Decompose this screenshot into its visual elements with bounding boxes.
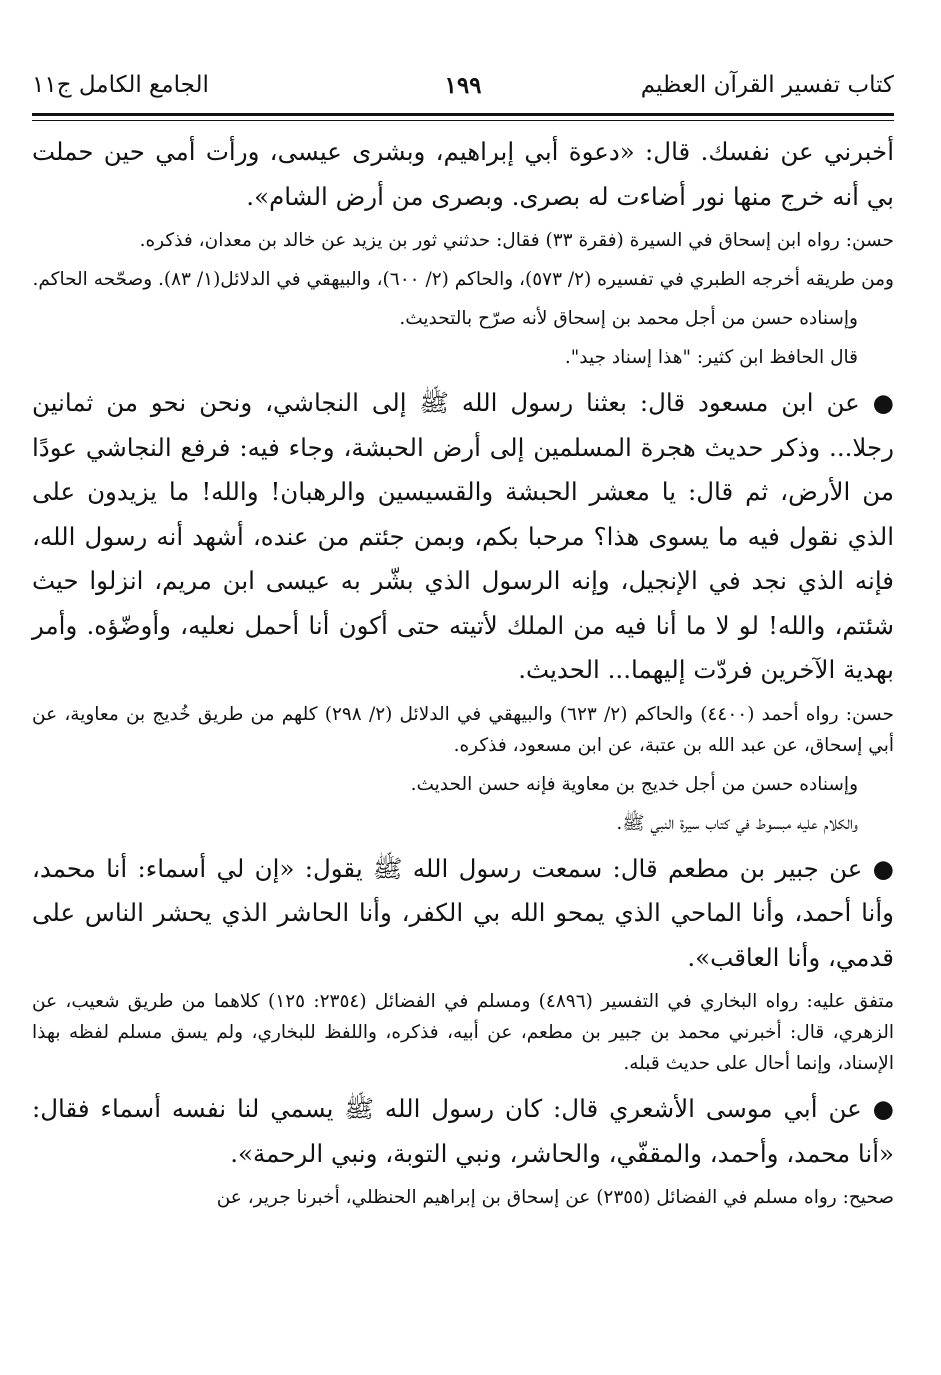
takhrij-note: حسن: رواه ابن إسحاق في السيرة (فقرة ٣٣) فقال: حدثني ثور بن يزيد عن خالد بن معدان، فذكره. — [139, 230, 894, 251]
running-header — [32, 72, 894, 108]
hadith-text: أخبرني عن نفسك. قال: «دعوة أبي إبراهيم، وبشرى عيسى، ورأت أمي حين حملت بي أنه خرج منها نور أضاءت له بصرى. وبصرى من أرض الشام». — [32, 137, 894, 211]
takhrij-note: وإسناده حسن من أجل محمد بن إسحاق لأنه صرّح بالتحديث. — [399, 308, 858, 329]
takhrij-note: والكلام عليه مبسوط في كتاب سيرة النبي ﷺ. — [616, 812, 858, 834]
book-title: كتاب تفسير القرآن العظيم — [640, 72, 894, 98]
hadith-text: ● عن ابن مسعود قال: بعثنا رسول الله ﷺ إلى النجاشي، ونحن نحو من ثمانين رجلا... وذكر حديث هجرة المسلمين إلى أرض الحبشة، وجاء فيه: فرفع النجاشي عودًا من الأرض، ثم قال: يا معشر الحبشة والقسيسين والرهبان! والله! ما يزيدون على الذي نقول فيه ما يسوى هذا؟ مرحبا بكم، وبمن جئتم من عنده، أشهد أنه رسول الله، فإنه الذي نجد في الإنجيل، وإنه الرسول الذي بشّر به عيسى ابن مريم، انزلوا حيث شئتم، والله! لو لا ما أنا فيه من الملك لأتيته حتى أكون أنا أحمل نعليه، وأوضّؤه. وأمر بهدية الآخرين فردّت إليهما... الحديث. — [32, 388, 894, 684]
page-number: ١٩٩ — [444, 72, 482, 99]
collection-volume: الجامع الكامل ج١١ — [32, 72, 209, 98]
takhrij-note: ومن طريقه أخرجه الطبري في تفسيره (٢/ ٥٧٣)، والحاكم (٢/ ٦٠٠)، والبيهقي في الدلائل(١/ ٨٣). وصحّحه الحاكم. — [32, 269, 894, 290]
takhrij-note: وإسناده حسن من أجل خديج بن معاوية فإنه حسن الحديث. — [410, 773, 858, 795]
header-rule-thin — [32, 120, 894, 121]
takhrij-note: صحيح: رواه مسلم في الفضائل (٢٣٥٥) عن إسحاق بن إبراهيم الحنظلي، أخبرنا جرير، عن — [216, 1187, 894, 1208]
takhrij-note: متفق عليه: رواه البخاري في التفسير (٤٨٩٦) ومسلم في الفضائل (٢٣٥٤: ١٢٥) كلاهما من طريق شعيب، عن الزهري، قال: أخبرني محمد بن جبير بن مطعم، عن أبيه، فذكره، واللفظ للبخاري، ولم يسق مسلم لفظه بهذا الإسناد، وإنما أحال على حديث قبله. — [32, 991, 894, 1074]
page-body — [32, 130, 894, 1221]
hadith-text: ● عن أبي موسى الأشعري قال: كان رسول الله ﷺ يسمي لنا نفسه أسماء فقال: «أنا محمد، وأحمد، والمقفّي، والحاشر، ونبي التوبة، ونبي الرحمة». — [32, 1094, 894, 1168]
header-rule-thick — [32, 113, 894, 116]
takhrij-note: حسن: رواه أحمد (٤٤٠٠) والحاكم (٢/ ٦٢٣) والبيهقي في الدلائل (٢/ ٢٩٨) كلهم من طريق خُديج بن معاوية، عن أبي إسحاق، عن عبد الله بن عتبة، عن ابن مسعود، فذكره. — [32, 703, 894, 756]
hadith-text: ● عن جبير بن مطعم قال: سمعت رسول الله ﷺ يقول: «إن لي أسماء: أنا محمد، وأنا أحمد، وأنا الماحي الذي يمحو الله بي الكفر، وأنا الحاشر الذي يحشر الناس على قدمي، وأنا العاقب». — [32, 853, 894, 972]
takhrij-note: قال الحافظ ابن كثير: "هذا إسناد جيد". — [564, 347, 858, 368]
